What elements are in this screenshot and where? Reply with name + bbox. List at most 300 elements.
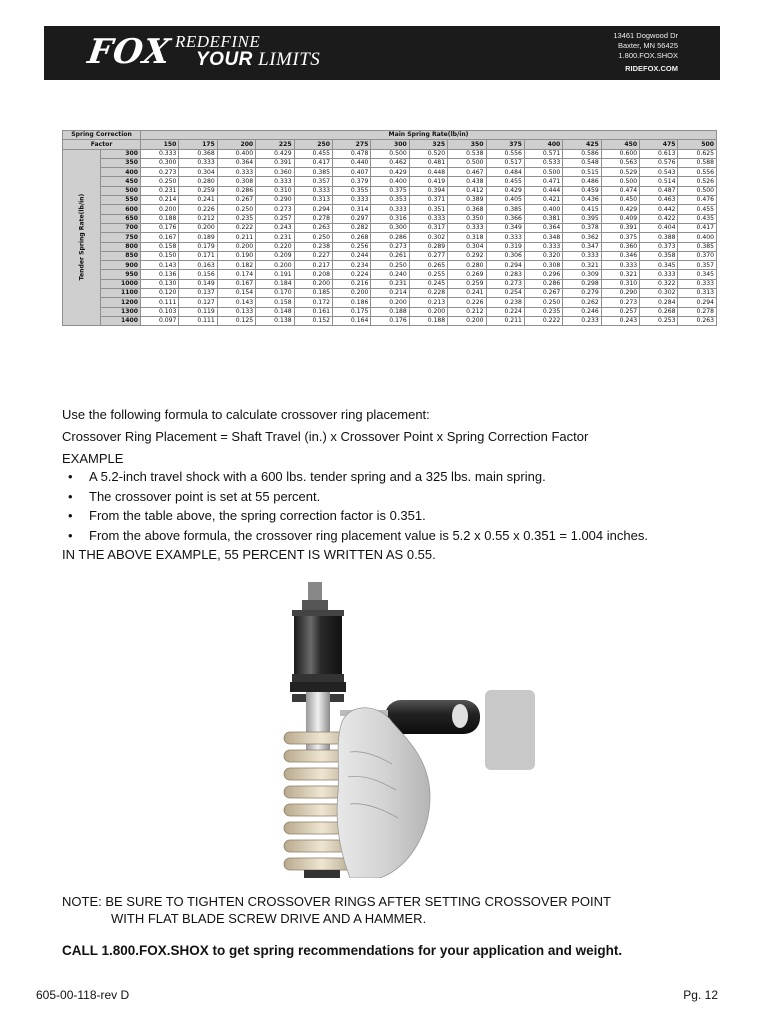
table-cell: 0.278 — [678, 307, 717, 316]
note-line-1: NOTE: BE SURE TO TIGHTEN CROSSOVER RINGS AFTER SETTING CROSSOVER POINT — [62, 894, 611, 909]
table-cell: 0.415 — [563, 205, 601, 214]
table-cell: 0.224 — [332, 270, 370, 279]
table-cell: 0.154 — [217, 289, 255, 298]
formula-intro: Use the following formula to calculate crossover ring placement: — [62, 407, 430, 422]
row-header: 550 — [101, 196, 141, 205]
table-cell: 0.284 — [640, 298, 678, 307]
table-cell: 0.127 — [179, 298, 217, 307]
table-cell: 0.429 — [486, 186, 524, 195]
table-cell: 0.238 — [486, 298, 524, 307]
table-cell: 0.250 — [141, 177, 179, 186]
tighten-note — [62, 893, 611, 927]
table-cell: 0.435 — [678, 214, 717, 223]
table-cell: 0.333 — [486, 233, 524, 242]
table-cell: 0.405 — [486, 196, 524, 205]
example-label: EXAMPLE — [62, 451, 124, 466]
table-cell: 0.267 — [217, 196, 255, 205]
company-website: RIDEFOX.COM — [625, 64, 678, 73]
table-cell: 0.138 — [256, 316, 294, 325]
table-cell: 0.167 — [141, 233, 179, 242]
table-cell: 0.484 — [486, 168, 524, 177]
table-cell: 0.333 — [601, 261, 639, 270]
table-cell: 0.255 — [409, 270, 447, 279]
table-cell: 0.467 — [448, 168, 486, 177]
table-cell: 0.314 — [332, 205, 370, 214]
spring-correction-table-wrap — [62, 130, 717, 326]
table-cell: 0.228 — [409, 289, 447, 298]
table-cell: 0.282 — [332, 223, 370, 232]
table-cell: 0.227 — [294, 251, 332, 260]
table-row — [63, 261, 717, 270]
table-cell: 0.257 — [601, 307, 639, 316]
table-row — [63, 196, 717, 205]
table-cell: 0.500 — [448, 158, 486, 167]
table-cell: 0.286 — [217, 186, 255, 195]
table-corner-label: Spring Correction — [63, 131, 141, 140]
table-row — [63, 214, 717, 223]
table-cell: 0.395 — [563, 214, 601, 223]
table-cell: 0.211 — [217, 233, 255, 242]
row-header: 1200 — [101, 298, 141, 307]
table-row — [63, 270, 717, 279]
table-cell: 0.409 — [601, 214, 639, 223]
example-note: IN THE ABOVE EXAMPLE, 55 PERCENT IS WRITTEN AS 0.55. — [62, 547, 436, 562]
table-cell: 0.188 — [141, 214, 179, 223]
table-cell: 0.375 — [371, 186, 409, 195]
table-cell: 0.273 — [601, 298, 639, 307]
table-cell: 0.474 — [601, 186, 639, 195]
table-cell: 0.444 — [524, 186, 562, 195]
address-street: 13461 Dogwood Dr — [613, 31, 678, 40]
table-cell: 0.186 — [332, 298, 370, 307]
table-cell: 0.364 — [217, 158, 255, 167]
table-cell: 0.310 — [601, 279, 639, 288]
table-cell: 0.268 — [332, 233, 370, 242]
table-cell: 0.500 — [678, 186, 717, 195]
table-cell: 0.543 — [640, 168, 678, 177]
table-cell: 0.300 — [371, 223, 409, 232]
table-cell: 0.586 — [563, 149, 601, 158]
table-cell: 0.171 — [179, 251, 217, 260]
table-cell: 0.357 — [294, 177, 332, 186]
table-cell: 0.515 — [563, 168, 601, 177]
tagline-your: YOUR — [196, 49, 253, 70]
table-cell: 0.462 — [371, 158, 409, 167]
table-cell: 0.381 — [524, 214, 562, 223]
table-cell: 0.514 — [640, 177, 678, 186]
table-cell: 0.600 — [601, 149, 639, 158]
table-cell: 0.404 — [640, 223, 678, 232]
table-cell: 0.277 — [409, 251, 447, 260]
table-cell: 0.294 — [486, 261, 524, 270]
table-cell: 0.429 — [371, 168, 409, 177]
company-phone: 1.800.FOX.SHOX — [618, 51, 678, 60]
table-cell: 0.176 — [371, 316, 409, 325]
table-cell: 0.368 — [448, 205, 486, 214]
column-header: 250 — [294, 140, 332, 149]
table-cell: 0.355 — [332, 186, 370, 195]
row-header: 650 — [101, 214, 141, 223]
table-cell: 0.256 — [332, 242, 370, 251]
table-cell: 0.213 — [409, 298, 447, 307]
table-row — [63, 168, 717, 177]
table-cell: 0.280 — [179, 177, 217, 186]
table-cell: 0.385 — [294, 168, 332, 177]
table-cell: 0.412 — [448, 186, 486, 195]
table-cell: 0.231 — [371, 279, 409, 288]
table-cell: 0.217 — [294, 261, 332, 270]
tagline-redefine: REDEFINE — [175, 32, 261, 51]
table-row — [63, 233, 717, 242]
table-cell: 0.422 — [640, 214, 678, 223]
table-cell: 0.150 — [141, 251, 179, 260]
table-cell: 0.333 — [141, 149, 179, 158]
table-cell: 0.442 — [640, 205, 678, 214]
table-cell: 0.214 — [371, 289, 409, 298]
table-cell: 0.200 — [294, 279, 332, 288]
page-number: Pg. 12 — [683, 988, 718, 1002]
column-header: 350 — [448, 140, 486, 149]
table-cell: 0.419 — [409, 177, 447, 186]
table-cell: 0.400 — [217, 149, 255, 158]
table-cell: 0.417 — [678, 223, 717, 232]
table-cell: 0.156 — [179, 270, 217, 279]
table-cell: 0.368 — [179, 149, 217, 158]
table-cell: 0.320 — [524, 251, 562, 260]
table-row — [63, 149, 717, 158]
table-cell: 0.350 — [448, 214, 486, 223]
table-cell: 0.103 — [141, 307, 179, 316]
table-cell: 0.366 — [486, 214, 524, 223]
table-cell: 0.136 — [141, 270, 179, 279]
table-cell: 0.265 — [409, 261, 447, 270]
table-cell: 0.143 — [217, 298, 255, 307]
table-cell: 0.538 — [448, 149, 486, 158]
table-cell: 0.111 — [141, 298, 179, 307]
table-cell: 0.290 — [601, 289, 639, 298]
table-cell: 0.448 — [409, 168, 447, 177]
list-item: • From the table above, the spring correction factor is 0.351. — [68, 506, 648, 526]
row-header: 400 — [101, 168, 141, 177]
column-header: 200 — [217, 140, 255, 149]
table-cell: 0.373 — [640, 242, 678, 251]
table-cell: 0.357 — [678, 261, 717, 270]
table-cell: 0.250 — [524, 298, 562, 307]
table-cell: 0.273 — [371, 242, 409, 251]
header-banner — [44, 26, 720, 80]
table-cell: 0.259 — [448, 279, 486, 288]
table-cell: 0.226 — [179, 205, 217, 214]
table-cell: 0.200 — [217, 242, 255, 251]
table-cell: 0.348 — [524, 233, 562, 242]
table-cell: 0.233 — [563, 316, 601, 325]
table-cell: 0.371 — [409, 196, 447, 205]
table-cell: 0.273 — [256, 205, 294, 214]
main-spring-rate-header: Main Spring Rate(lb/in) — [141, 131, 717, 140]
table-cell: 0.333 — [332, 196, 370, 205]
tagline-your-limits — [196, 49, 320, 71]
table-cell: 0.306 — [486, 251, 524, 260]
company-address — [613, 31, 678, 74]
table-cell: 0.120 — [141, 289, 179, 298]
table-row — [63, 298, 717, 307]
table-cell: 0.283 — [486, 270, 524, 279]
table-row — [63, 289, 717, 298]
column-header: 325 — [409, 140, 447, 149]
table-cell: 0.388 — [640, 233, 678, 242]
table-cell: 0.125 — [217, 316, 255, 325]
table-cell: 0.346 — [601, 251, 639, 260]
table-cell: 0.170 — [256, 289, 294, 298]
table-cell: 0.391 — [601, 223, 639, 232]
table-cell: 0.333 — [448, 223, 486, 232]
column-header: 300 — [371, 140, 409, 149]
row-header: 1300 — [101, 307, 141, 316]
table-cell: 0.184 — [256, 279, 294, 288]
table-cell: 0.333 — [563, 251, 601, 260]
table-cell: 0.463 — [640, 196, 678, 205]
table-cell: 0.304 — [179, 168, 217, 177]
table-cell: 0.302 — [640, 289, 678, 298]
table-cell: 0.319 — [486, 242, 524, 251]
table-cell: 0.172 — [294, 298, 332, 307]
table-cell: 0.164 — [332, 316, 370, 325]
row-header: 1100 — [101, 289, 141, 298]
table-cell: 0.333 — [294, 186, 332, 195]
table-cell: 0.317 — [409, 223, 447, 232]
table-cell: 0.254 — [486, 289, 524, 298]
table-cell: 0.188 — [371, 307, 409, 316]
table-cell: 0.548 — [563, 158, 601, 167]
table-cell: 0.302 — [409, 233, 447, 242]
table-cell: 0.563 — [601, 158, 639, 167]
table-cell: 0.298 — [563, 279, 601, 288]
table-cell: 0.333 — [217, 168, 255, 177]
table-row — [63, 186, 717, 195]
table-cell: 0.300 — [141, 158, 179, 167]
table-cell: 0.200 — [179, 223, 217, 232]
table-cell: 0.308 — [524, 261, 562, 270]
table-cell: 0.280 — [448, 261, 486, 270]
table-cell: 0.345 — [640, 261, 678, 270]
table-cell: 0.211 — [486, 316, 524, 325]
table-cell: 0.263 — [294, 223, 332, 232]
table-cell: 0.571 — [524, 149, 562, 158]
table-cell: 0.321 — [601, 270, 639, 279]
tagline-limits: LIMITS — [258, 49, 321, 70]
column-header: 475 — [640, 140, 678, 149]
spring-correction-table — [62, 130, 717, 326]
table-cell: 0.222 — [217, 223, 255, 232]
table-cell: 0.455 — [486, 177, 524, 186]
column-header: 225 — [256, 140, 294, 149]
table-cell: 0.526 — [678, 177, 717, 186]
table-cell: 0.185 — [294, 289, 332, 298]
table-cell: 0.137 — [179, 289, 217, 298]
table-cell: 0.389 — [448, 196, 486, 205]
table-cell: 0.438 — [448, 177, 486, 186]
table-cell: 0.304 — [448, 242, 486, 251]
table-cell: 0.130 — [141, 279, 179, 288]
column-header: 450 — [601, 140, 639, 149]
table-cell: 0.353 — [371, 196, 409, 205]
table-cell: 0.351 — [409, 205, 447, 214]
table-cell: 0.429 — [601, 205, 639, 214]
row-header: 900 — [101, 261, 141, 270]
table-cell: 0.152 — [294, 316, 332, 325]
list-item: • A 5.2-inch travel shock with a 600 lbs. tender spring and a 325 lbs. main spring. — [68, 467, 648, 487]
table-cell: 0.200 — [409, 307, 447, 316]
call-to-action: CALL 1.800.FOX.SHOX to get spring recommendations for your application and weight. — [62, 943, 623, 958]
address-city: Baxter, MN 56425 — [617, 41, 678, 50]
table-cell: 0.333 — [524, 242, 562, 251]
table-cell: 0.378 — [563, 223, 601, 232]
table-cell: 0.163 — [179, 261, 217, 270]
row-header: 800 — [101, 242, 141, 251]
table-cell: 0.111 — [179, 316, 217, 325]
table-cell: 0.200 — [141, 205, 179, 214]
table-cell: 0.297 — [332, 214, 370, 223]
table-cell: 0.200 — [332, 289, 370, 298]
table-cell: 0.292 — [448, 251, 486, 260]
row-header: 500 — [101, 186, 141, 195]
table-cell: 0.533 — [524, 158, 562, 167]
table-cell: 0.400 — [371, 177, 409, 186]
column-header: 425 — [563, 140, 601, 149]
table-row — [63, 251, 717, 260]
table-cell: 0.313 — [294, 196, 332, 205]
table-cell: 0.245 — [409, 279, 447, 288]
table-cell: 0.394 — [409, 186, 447, 195]
table-cell: 0.436 — [563, 196, 601, 205]
row-header: 950 — [101, 270, 141, 279]
table-cell: 0.421 — [524, 196, 562, 205]
note-line-2: WITH FLAT BLADE SCREW DRIVE AND A HAMMER. — [111, 911, 427, 926]
table-cell: 0.200 — [448, 316, 486, 325]
table-cell: 0.407 — [332, 168, 370, 177]
table-cell: 0.149 — [179, 279, 217, 288]
table-cell: 0.625 — [678, 149, 717, 158]
table-row — [63, 307, 717, 316]
table-cell: 0.296 — [524, 270, 562, 279]
table-cell: 0.240 — [371, 270, 409, 279]
table-cell: 0.097 — [141, 316, 179, 325]
table-cell: 0.235 — [217, 214, 255, 223]
tender-spring-rate-label: Tender Spring Rate(lb/in) — [77, 194, 85, 281]
table-cell: 0.487 — [640, 186, 678, 195]
table-cell: 0.333 — [640, 270, 678, 279]
table-cell: 0.486 — [563, 177, 601, 186]
table-cell: 0.588 — [678, 158, 717, 167]
table-cell: 0.476 — [678, 196, 717, 205]
table-cell: 0.375 — [601, 233, 639, 242]
table-cell: 0.455 — [678, 205, 717, 214]
table-cell: 0.214 — [141, 196, 179, 205]
table-cell: 0.261 — [371, 251, 409, 260]
table-cell: 0.500 — [524, 168, 562, 177]
table-cell: 0.385 — [678, 242, 717, 251]
table-cell: 0.224 — [486, 307, 524, 316]
formula-text: Crossover Ring Placement = Shaft Travel (in.) x Crossover Point x Spring Correction Factor — [62, 429, 589, 444]
table-cell: 0.158 — [256, 298, 294, 307]
table-cell: 0.246 — [563, 307, 601, 316]
table-cell: 0.273 — [141, 168, 179, 177]
table-cell: 0.318 — [448, 233, 486, 242]
table-cell: 0.400 — [524, 205, 562, 214]
table-cell: 0.279 — [563, 289, 601, 298]
table-cell: 0.481 — [409, 158, 447, 167]
table-cell: 0.529 — [601, 168, 639, 177]
table-cell: 0.316 — [371, 214, 409, 223]
table-cell: 0.212 — [448, 307, 486, 316]
table-cell: 0.208 — [294, 270, 332, 279]
table-cell: 0.500 — [601, 177, 639, 186]
table-cell: 0.556 — [486, 149, 524, 158]
table-cell: 0.267 — [524, 289, 562, 298]
table-cell: 0.310 — [256, 186, 294, 195]
table-cell: 0.333 — [256, 177, 294, 186]
table-cell: 0.243 — [601, 316, 639, 325]
table-cell: 0.278 — [294, 214, 332, 223]
table-cell: 0.417 — [294, 158, 332, 167]
table-cell: 0.333 — [179, 158, 217, 167]
column-header: 400 — [524, 140, 562, 149]
table-cell: 0.333 — [409, 214, 447, 223]
table-cell: 0.212 — [179, 214, 217, 223]
list-item: • From the above formula, the crossover ring placement value is 5.2 x 0.55 x 0.351 = 1.004 inches. — [68, 526, 648, 546]
table-cell: 0.257 — [256, 214, 294, 223]
table-cell: 0.250 — [371, 261, 409, 270]
table-cell: 0.321 — [563, 261, 601, 270]
column-header: 275 — [332, 140, 370, 149]
table-cell: 0.500 — [371, 149, 409, 158]
table-cell: 0.262 — [563, 298, 601, 307]
table-cell: 0.235 — [524, 307, 562, 316]
table-cell: 0.176 — [141, 223, 179, 232]
row-header: 750 — [101, 233, 141, 242]
table-cell: 0.286 — [524, 279, 562, 288]
table-cell: 0.286 — [371, 233, 409, 242]
table-row — [63, 316, 717, 325]
table-cell: 0.347 — [563, 242, 601, 251]
table-row — [63, 158, 717, 167]
table-cell: 0.364 — [524, 223, 562, 232]
table-cell: 0.234 — [332, 261, 370, 270]
table-cell: 0.294 — [678, 298, 717, 307]
row-header: 700 — [101, 223, 141, 232]
table-row — [63, 177, 717, 186]
table-cell: 0.360 — [601, 242, 639, 251]
table-cell: 0.459 — [563, 186, 601, 195]
table-cell: 0.385 — [486, 205, 524, 214]
table-cell: 0.309 — [563, 270, 601, 279]
row-header: 350 — [101, 158, 141, 167]
table-cell: 0.222 — [524, 316, 562, 325]
table-cell: 0.440 — [332, 158, 370, 167]
row-header: 600 — [101, 205, 141, 214]
table-cell: 0.313 — [678, 289, 717, 298]
table-cell: 0.216 — [332, 279, 370, 288]
shock-absorber-photo — [280, 582, 535, 878]
table-cell: 0.268 — [640, 307, 678, 316]
table-cell: 0.133 — [217, 307, 255, 316]
table-cell: 0.182 — [217, 261, 255, 270]
table-row — [63, 223, 717, 232]
table-cell: 0.263 — [678, 316, 717, 325]
document-id: 605-00-118-rev D — [36, 988, 130, 1002]
row-header: 1000 — [101, 279, 141, 288]
table-cell: 0.333 — [678, 279, 717, 288]
